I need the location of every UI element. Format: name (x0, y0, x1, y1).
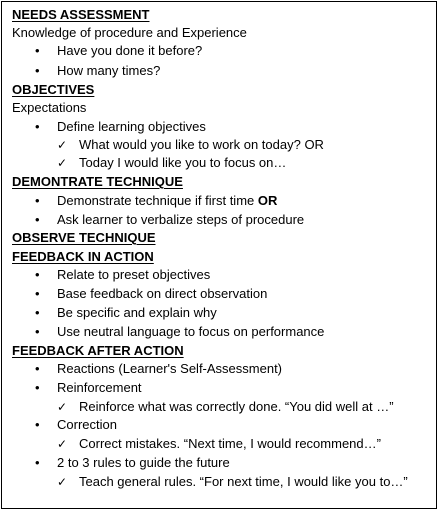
or-emphasis: OR (257, 193, 278, 208)
checklist-item: ✓ Teach general rules. “For next time, I would like you to…” (57, 474, 408, 489)
checklist-item: ✓ What would you like to work on today? OR (57, 137, 324, 152)
list-item: • Have you done it before? (35, 43, 203, 58)
checkmark-icon: ✓ (57, 400, 68, 414)
list-item: • Reactions (Learner's Self-Assessment) (35, 361, 283, 376)
bullet-icon: • (35, 324, 40, 339)
bullet-icon: • (35, 417, 40, 432)
bullet-icon: • (35, 286, 40, 301)
list-item: • Relate to preset objectives (35, 267, 211, 282)
bullet-icon: • (35, 455, 40, 470)
needs-assessment-heading: NEEDS ASSESSMENT (12, 7, 150, 22)
observe-heading: OBSERVE TECHNIQUE (12, 230, 156, 245)
bullet-icon: • (35, 212, 40, 227)
list-item: • Define learning objectives (35, 119, 206, 134)
list-item: • Be specific and explain why (35, 305, 217, 320)
bullet-icon: • (35, 305, 40, 320)
checklist-item: ✓ Today I would like you to focus on… (57, 155, 287, 170)
list-item: • Use neutral language to focus on performance (35, 324, 325, 339)
objectives-heading: OBJECTIVES (12, 82, 95, 97)
checklist-item: ✓ Correct mistakes. “Next time, I would recommend…” (57, 436, 381, 451)
checkmark-icon: ✓ (57, 138, 68, 152)
needs-assessment-subtitle: Knowledge of procedure and Experience (12, 25, 247, 40)
list-item: • How many times? (35, 63, 161, 78)
checkmark-icon: ✓ (57, 437, 68, 451)
bullet-icon: • (35, 43, 40, 58)
document-panel (1, 1, 437, 509)
feedback-in-action-heading: FEEDBACK IN ACTION (12, 249, 154, 264)
bullet-icon: • (35, 63, 40, 78)
list-item: • 2 to 3 rules to guide the future (35, 455, 230, 470)
list-item: • Demonstrate technique if first time OR (35, 193, 278, 208)
demonstrate-heading: DEMONTRATE TECHNIQUE (12, 174, 183, 189)
list-item: • Base feedback on direct observation (35, 286, 268, 301)
list-item: • Correction (35, 417, 117, 432)
bullet-icon: • (35, 119, 40, 134)
objectives-subtitle: Expectations (12, 100, 87, 115)
bullet-icon: • (35, 361, 40, 376)
feedback-after-action-heading: FEEDBACK AFTER ACTION (12, 343, 184, 358)
checkmark-icon: ✓ (57, 475, 68, 489)
bullet-icon: • (35, 193, 40, 208)
list-item: • Ask learner to verbalize steps of procedure (35, 212, 305, 227)
checkmark-icon: ✓ (57, 156, 68, 170)
list-item: • Reinforcement (35, 380, 142, 395)
checklist-item: ✓ Reinforce what was correctly done. “You did well at …” (57, 399, 394, 414)
bullet-icon: • (35, 267, 40, 282)
bullet-icon: • (35, 380, 40, 395)
